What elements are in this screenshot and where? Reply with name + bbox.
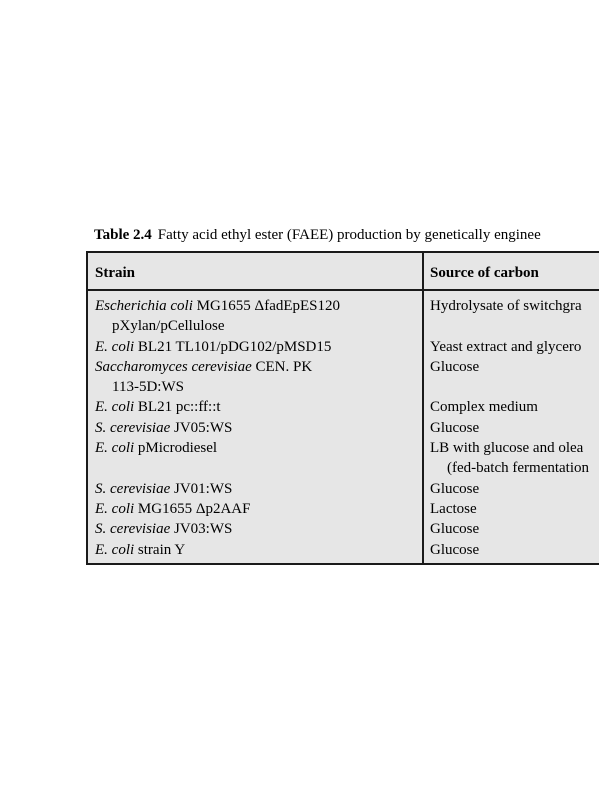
table-number: Table 2.4 — [94, 227, 152, 243]
strain-designation: JV05:WS — [170, 419, 233, 436]
carbon-source: Lactose — [430, 500, 477, 517]
species-name: E. coli — [95, 541, 135, 558]
species-name: E. coli — [95, 500, 135, 517]
strain-cell — [95, 296, 340, 337]
table-row — [88, 438, 599, 479]
table-row — [88, 540, 599, 560]
species-name: Saccharomyces cerevisiae — [95, 358, 252, 375]
table-row — [88, 499, 599, 519]
strain-cell — [95, 438, 217, 458]
strain-designation: BL21 TL101/pDG102/pMSD15 — [134, 338, 332, 355]
strain-designation: JV03:WS — [170, 521, 233, 538]
carbon-source-cell — [430, 337, 581, 357]
strain-cell — [95, 519, 232, 539]
strain-designation: MG1655 Δp2AAF — [134, 500, 251, 517]
strain-cell — [95, 337, 331, 357]
strain-designation: BL21 pc::ff::t — [134, 399, 221, 416]
strain-cell — [95, 397, 221, 417]
table-row — [88, 418, 599, 438]
strain-designation: pMicrodiesel — [134, 440, 218, 457]
faee-table — [86, 251, 599, 565]
table-title: Fatty acid ethyl ester (FAEE) production by genetically enginee — [157, 227, 541, 243]
carbon-source-cell — [430, 499, 477, 519]
carbon-source: Glucose — [430, 480, 480, 497]
carbon-source-cell — [430, 296, 582, 316]
strain-cell — [95, 499, 250, 519]
table-row — [88, 296, 599, 337]
strain-cell — [95, 418, 232, 438]
table-row — [88, 357, 599, 398]
strain-cell — [95, 357, 312, 398]
species-name: S. cerevisiae — [95, 521, 171, 538]
carbon-source: Hydrolysate of switchgra — [430, 298, 582, 314]
species-name: E. coli — [95, 399, 135, 416]
carbon-source-cell — [430, 479, 479, 499]
species-name: Escherichia coli — [95, 298, 193, 314]
table-row — [88, 479, 599, 499]
species-name: S. cerevisiae — [95, 480, 171, 497]
table-body — [88, 296, 599, 560]
header-rule — [88, 289, 599, 291]
carbon-source: Glucose — [430, 419, 480, 436]
carbon-source-cell — [430, 397, 538, 417]
header-source-of-carbon: Source of carbon — [430, 265, 539, 281]
species-name: E. coli — [95, 338, 135, 355]
strain-cell — [95, 540, 185, 560]
carbon-source-cell — [430, 418, 479, 438]
table-caption — [94, 226, 541, 244]
species-name: S. cerevisiae — [95, 419, 171, 436]
carbon-source-cell — [430, 540, 479, 560]
strain-cell — [95, 479, 232, 499]
carbon-source-cell — [430, 438, 589, 479]
strain-designation: JV01:WS — [170, 480, 233, 497]
carbon-source: Glucose — [430, 541, 480, 558]
strain-designation: MG1655 ΔfadEpES120 — [192, 298, 341, 314]
carbon-source: Glucose — [430, 521, 480, 538]
table-row — [88, 519, 599, 539]
carbon-source: Complex medium — [430, 399, 538, 416]
strain-designation: CEN. PK — [251, 358, 313, 375]
table-row — [88, 337, 599, 357]
carbon-source: Glucose — [430, 358, 480, 375]
header-strain: Strain — [95, 265, 136, 281]
carbon-source-continuation: (fed-batch fermentation — [447, 460, 590, 477]
carbon-source-cell — [430, 519, 479, 539]
species-name: E. coli — [95, 440, 135, 457]
strain-designation: strain Y — [134, 541, 186, 558]
carbon-source: LB with glucose and olea — [430, 440, 584, 457]
strain-continuation: 113-5D:WS — [112, 379, 184, 396]
carbon-source-cell — [430, 357, 479, 377]
carbon-source: Yeast extract and glycero — [430, 338, 582, 355]
strain-continuation: pXylan/pCellulose — [112, 318, 225, 335]
table-row — [88, 397, 599, 417]
